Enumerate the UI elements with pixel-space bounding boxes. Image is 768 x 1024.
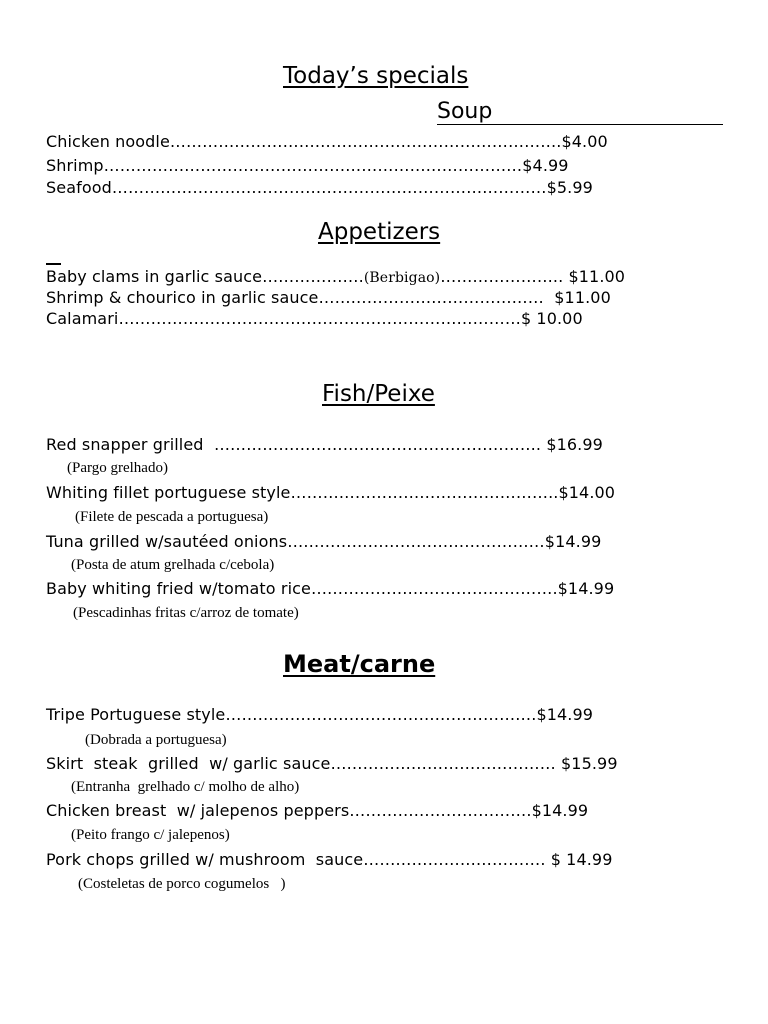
item-dots: ……………………………. <box>349 801 532 820</box>
item-dots: ………………………………………….. <box>290 483 559 502</box>
item-price: $14.99 <box>557 579 615 598</box>
menu-item-fish <box>46 483 615 502</box>
menu-item-meat <box>46 850 612 869</box>
item-name: Chicken noodle <box>46 132 170 151</box>
item-name: Baby clams in garlic sauce <box>46 267 263 286</box>
item-name: Pork chops grilled w/ mushroom sauce <box>46 850 364 869</box>
item-note: (Berbigao) <box>363 270 441 286</box>
item-translation: (Posta de atum grelhada c/cebola) <box>71 557 275 573</box>
item-price: $11.00 <box>554 288 611 307</box>
item-price: $ 14.99 <box>550 850 613 869</box>
item-price: $ 10.00 <box>520 309 583 328</box>
item-dots: ………………….. <box>440 267 569 286</box>
item-price: $14.99 <box>544 532 602 551</box>
item-dots: ………………………………………………………………. <box>169 132 562 151</box>
item-price: $11.00 <box>568 267 626 286</box>
menu-item-fish <box>46 435 603 454</box>
item-translation: (Costeletas de porco cogumelos ) <box>78 876 286 892</box>
item-dots: ……………………………………………………………………… <box>111 178 547 197</box>
item-price: $14.99 <box>536 705 594 724</box>
item-price: $5.99 <box>546 178 593 197</box>
section-heading-meat: Meat/carne <box>283 650 436 678</box>
item-name: Shrimp & chourico in garlic sauce <box>46 288 319 307</box>
item-name: Calamari <box>46 309 119 328</box>
section-heading-fish: Fish/Peixe <box>322 381 435 407</box>
item-translation: (Filete de pescada a portuguesa) <box>75 509 269 525</box>
item-translation: (Pescadinhas fritas c/arroz de tomate) <box>73 605 299 621</box>
item-name: Baby whiting fried w/tomato rice <box>46 579 311 598</box>
item-name: Chicken breast w/ jalepenos peppers <box>46 801 350 820</box>
item-dots: …………………………………………………. <box>225 705 537 724</box>
menu-item-soup <box>46 178 593 197</box>
menu-item-meat <box>46 801 588 820</box>
menu-item-meat <box>46 754 618 773</box>
menu-item-meat <box>46 705 593 724</box>
item-price: $4.00 <box>561 132 608 151</box>
item-translation: (Dobrada a portuguesa) <box>85 732 227 748</box>
item-name: Shrimp <box>46 156 104 175</box>
item-translation: (Pargo grelhado) <box>67 460 168 476</box>
item-price: $15.99 <box>561 754 618 773</box>
item-name: Seafood <box>46 178 112 197</box>
item-name: Skirt steak grilled w/ garlic sauce <box>46 754 331 773</box>
item-dots: ……………………………. <box>363 850 551 869</box>
item-price: $14.00 <box>558 483 616 502</box>
item-dots: ………………………………………………………………… <box>118 309 521 328</box>
item-price: $14.99 <box>531 801 589 820</box>
soup-heading-rule <box>437 124 723 125</box>
item-name: Tripe Portuguese style <box>46 705 226 724</box>
menu-item-appetizer <box>46 288 611 307</box>
menu-item-fish <box>46 579 614 598</box>
section-heading-soup: Soup <box>437 99 493 124</box>
section-heading-appetizers: Appetizers <box>318 219 441 245</box>
item-dots: …………………………………………………………………… <box>103 156 523 175</box>
item-name: Red snapper grilled <box>46 435 214 454</box>
item-dots: ………………………………………. <box>310 579 558 598</box>
menu-item-soup <box>46 132 608 151</box>
item-price: $4.99 <box>522 156 569 175</box>
item-dots: ………………. <box>262 267 364 286</box>
item-name: Tuna grilled w/sautéed onions <box>46 532 288 551</box>
item-translation: (Entranha grelhado c/ molho de alho) <box>71 779 300 795</box>
menu-item-appetizer <box>46 309 583 328</box>
stray-mark <box>46 263 61 265</box>
item-dots: ………………………………………… <box>287 532 545 551</box>
item-translation: (Peito frango c/ jalepenos) <box>71 827 230 843</box>
item-dots: ……………………………………………………. <box>213 435 547 454</box>
menu-item-soup <box>46 156 569 175</box>
page-title: Today’s specials <box>283 63 469 89</box>
item-dots: …………………………………… <box>330 754 562 773</box>
item-name: Whiting fillet portuguese style <box>46 483 291 502</box>
menu-item-fish <box>46 532 601 551</box>
item-dots: …………………………………… <box>318 288 555 307</box>
item-price: $16.99 <box>546 435 603 454</box>
menu-item-appetizer <box>46 267 625 286</box>
